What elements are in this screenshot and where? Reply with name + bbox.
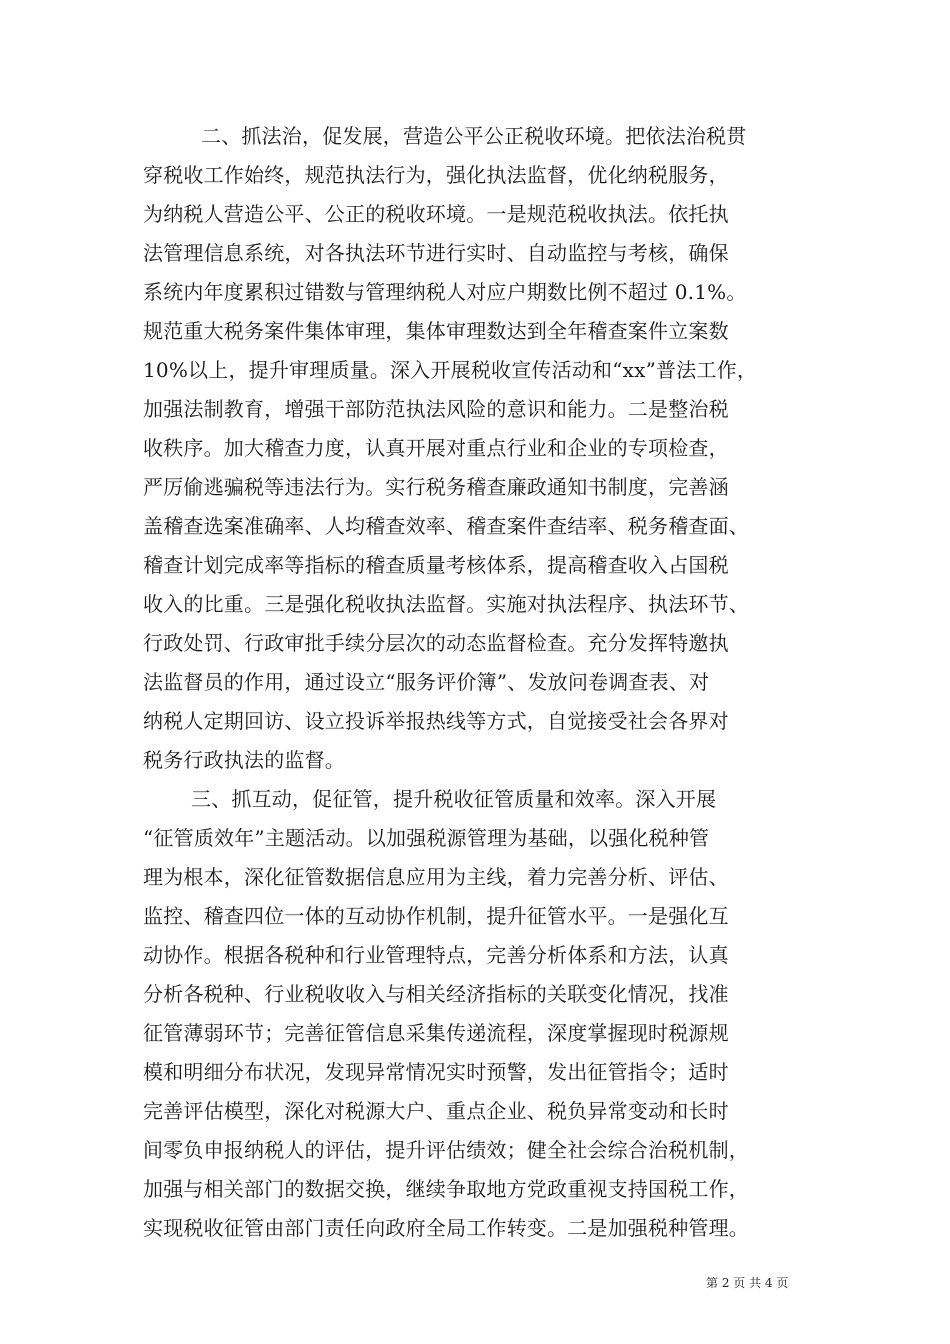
text-line: 10%以上，提升审理质量。深入开展税收宣传活动和“xx”普法工作， bbox=[143, 358, 758, 382]
text-line: 稽查计划完成率等指标的稽查质量考核体系，提高稽查收入占国税 bbox=[143, 553, 729, 577]
text-line: 二、抓法治，促发展，营造公平公正税收环境。把依法治税贯 bbox=[201, 124, 747, 148]
text-line: “征管质效年”主题活动。以加强税源管理为基础，以强化税种管 bbox=[143, 826, 710, 850]
text-line: 动协作。根据各税种和行业管理特点，完善分析体系和方法，认真 bbox=[143, 943, 729, 967]
text-line: 穿税收工作始终，规范执法行为，强化执法监督，优化纳税服务， bbox=[143, 163, 729, 187]
text-line: 实现税收征管由部门责任向政府全局工作转变。二是加强税种管理。 bbox=[143, 1216, 749, 1240]
text-line: 监控、稽查四位一体的互动协作机制，提升征管水平。一是强化互 bbox=[143, 904, 729, 928]
text-line: 盖稽查选案准确率、人均稽查效率、稽查案件查结率、税务稽查面、 bbox=[143, 514, 749, 538]
paragraph-interaction bbox=[143, 780, 823, 1248]
text-line: 三、抓互动，促征管，提升税收征管质量和效率。深入开展 bbox=[191, 787, 717, 811]
text-line: 征管薄弱环节；完善征管信息采集传递流程，深度掌握现时税源规 bbox=[143, 1021, 729, 1045]
text-line: 收秩序。加大稽查力度，认真开展对重点行业和企业的专项检查， bbox=[143, 436, 729, 460]
text-line: 分析各税种、行业税收收入与相关经济指标的关联变化情况，找准 bbox=[143, 982, 729, 1006]
text-line: 完善评估模型，深化对税源大户、重点企业、税负异常变动和长时 bbox=[143, 1099, 729, 1123]
document-body bbox=[143, 117, 823, 1248]
text-line: 行政处罚、行政审批手续分层次的动态监督检查。充分发挥特邀执 bbox=[143, 631, 729, 655]
text-line: 模和明细分布状况，发现异常情况实时预警，发出征管指令；适时 bbox=[143, 1060, 729, 1084]
text-line: 法监督员的作用，通过设立“服务评价簿”、发放问卷调查表、对 bbox=[143, 670, 710, 694]
text-line: 加强与相关部门的数据交换，继续争取地方党政重视支持国税工作， bbox=[143, 1177, 749, 1201]
text-line: 加强法制教育，增强干部防范执法风险的意识和能力。二是整治税 bbox=[143, 397, 729, 421]
text-line: 规范重大税务案件集体审理，集体审理数达到全年稽查案件立案数 bbox=[143, 319, 729, 343]
page-number: 第 2 页 共 4 页 bbox=[706, 1276, 789, 1290]
text-line: 收入的比重。三是强化税收执法监督。实施对执法程序、执法环节、 bbox=[143, 592, 749, 616]
text-line: 间零负申报纳税人的评估，提升评估绩效；健全社会综合治税机制， bbox=[143, 1138, 749, 1162]
text-line: 纳税人定期回访、设立投诉举报热线等方式，自觉接受社会各界对 bbox=[143, 709, 729, 733]
text-line: 法管理信息系统，对各执法环节进行实时、自动监控与考核，确保 bbox=[143, 241, 729, 265]
text-line: 税务行政执法的监督。 bbox=[143, 748, 345, 772]
text-line: 系统内年度累积过错数与管理纳税人对应户期数比例不超过 0.1%。 bbox=[143, 280, 747, 304]
text-line: 严厉偷逃骗税等违法行为。实行税务稽查廉政通知书制度，完善涵 bbox=[143, 475, 729, 499]
paragraph-rule-of-law bbox=[143, 117, 823, 780]
text-line: 理为根本，深化征管数据信息应用为主线，着力完善分析、评估、 bbox=[143, 865, 729, 889]
text-line: 为纳税人营造公平、公正的税收环境。一是规范税收执法。依托执 bbox=[143, 202, 729, 226]
